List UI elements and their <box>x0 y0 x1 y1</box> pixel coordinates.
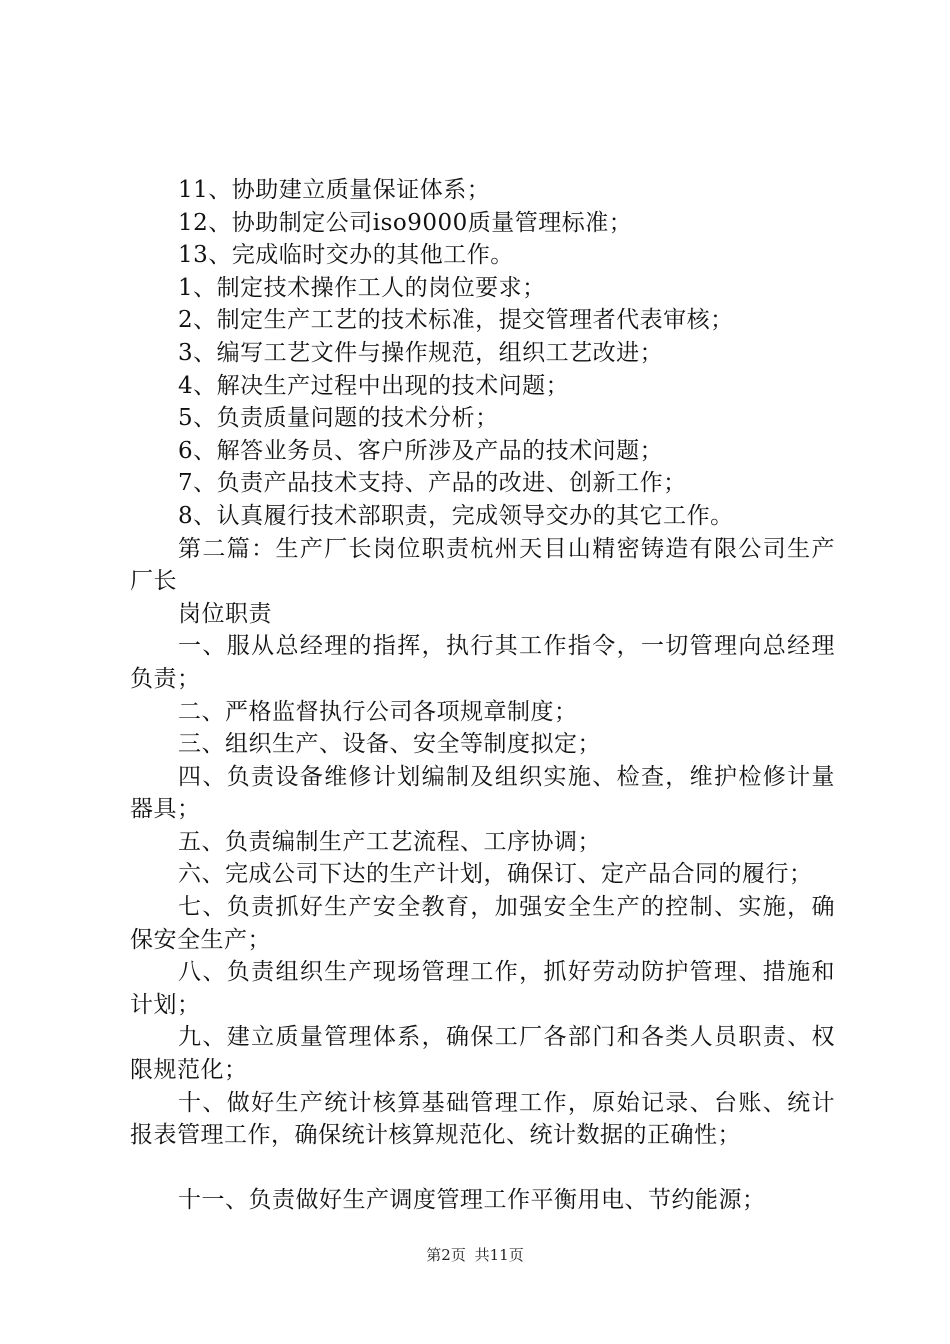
paragraph: 8、认真履行技术部职责，完成领导交办的其它工作。 <box>178 502 734 529</box>
paragraph: 一、服从总经理的指挥，执行其工作指令，一切管理向总经理负责； <box>130 633 835 692</box>
paragraph: 二、严格监督执行公司各项规章制度； <box>178 698 578 725</box>
page-footer <box>0 1244 950 1265</box>
paragraph: 7、负责产品技术支持、产品的改进、创新工作； <box>178 470 687 497</box>
paragraph: 13、完成临时交办的其他工作。 <box>178 242 514 269</box>
paragraph: 3、编写工艺文件与操作规范，组织工艺改进； <box>178 339 664 366</box>
paragraph: 七、负责抓好生产安全教育，加强安全生产的控制、实施，确保安全生产； <box>130 894 835 953</box>
page-number: 第2页 <box>426 1246 466 1264</box>
paragraph: 12、协助制定公司iso9000质量管理标准； <box>178 209 633 236</box>
paragraph: 十、做好生产统计核算基础管理工作，原始记录、台账、统计报表管理工作，确保统计核算规范化、统计数据的正确性； <box>130 1089 835 1149</box>
paragraph: 五、负责编制生产工艺流程、工序协调； <box>178 828 601 855</box>
section-heading: 第二篇：生产厂长岗位职责杭州天目山精密铸造有限公司生产厂长 <box>130 535 835 595</box>
paragraph: 四、负责设备维修计划编制及组织实施、检查，维护检修计量器具； <box>130 763 835 823</box>
paragraph: 九、建立质量管理体系，确保工厂各部门和各类人员职责、权限规范化； <box>130 1024 835 1084</box>
paragraph: 十一、负责做好生产调度管理工作平衡用电、节约能源； <box>178 1186 766 1213</box>
paragraph: 5、负责质量问题的技术分析； <box>178 405 499 432</box>
paragraph: 6、解答业务员、客户所涉及产品的技术问题； <box>178 437 664 464</box>
subheading: 岗位职责 <box>178 600 272 627</box>
paragraph: 八、负责组织生产现场管理工作，抓好劳动防护管理、措施和计划； <box>130 959 835 1018</box>
paragraph: 2、制定生产工艺的技术标准，提交管理者代表审核； <box>178 307 734 334</box>
paragraph: 三、组织生产、设备、安全等制度拟定； <box>178 731 601 758</box>
paragraph: 1、制定技术操作工人的岗位要求； <box>178 274 546 301</box>
page-total: 共11页 <box>474 1246 524 1264</box>
paragraph: 4、解决生产过程中出现的技术问题； <box>178 372 570 399</box>
paragraph: 六、完成公司下达的生产计划，确保订、定产品合同的履行； <box>178 861 813 888</box>
paragraph: 11、协助建立质量保证体系； <box>178 177 491 203</box>
document-body <box>130 174 835 1216</box>
